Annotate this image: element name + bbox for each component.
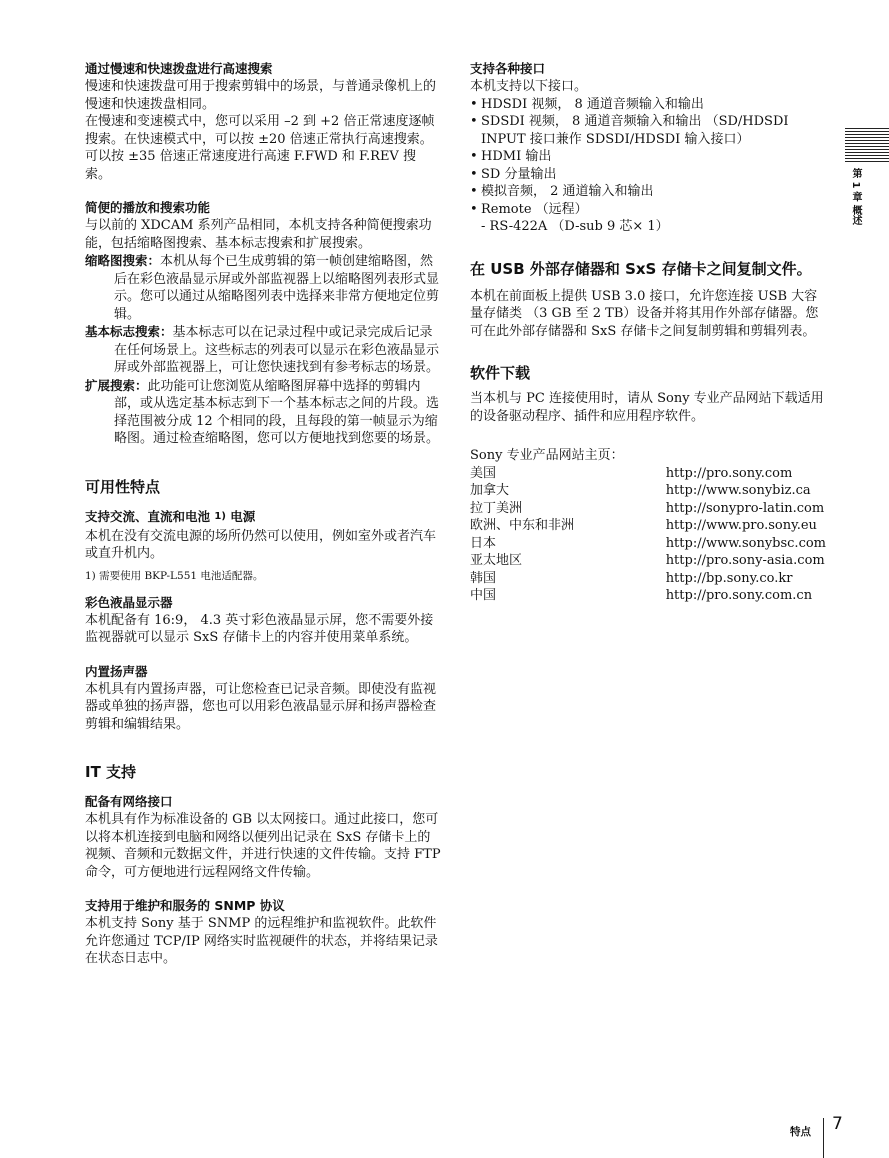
table-row	[470, 517, 826, 535]
region-cell: 中国	[470, 588, 497, 603]
bullet: •	[470, 166, 478, 182]
bullet: •	[470, 149, 478, 164]
mark-search-text: 基本标志可以在记录过程中或记录完成后记录在任何场景上。这些标志的列表可以显示在彩色液晶显示屏或外部监视器上，可让您快速找到有参考标志的场景。	[114, 325, 440, 375]
power-heading-text: 支持交流、直流和电池	[85, 508, 215, 524]
url-link[interactable]: http://sonypro-latin.com	[665, 500, 825, 516]
list-item-text: HDMI 输出	[481, 149, 552, 164]
usb-copy-text: 本机在前面板上提供 USB 3.0 接口，允许您连接 USB 大容量存储类 （3 GB 至 2 TB）设备并将其用作外部存储器。您可在此外部存储器和 SxS 存储卡之间复制剪辑和剪辑列表。	[470, 288, 819, 339]
mark-search-label: 基本标志搜索：	[85, 324, 173, 339]
power-heading	[85, 508, 441, 528]
list-item	[470, 96, 826, 114]
list-item	[470, 166, 826, 184]
slow-search-p2: 在慢速和变速模式中，您可以采用 –2 到 +2 倍正常速度逐帧搜索。在快速模式中，可以按 ±20 倍速正常执行高速搜索。可以按 ±35 倍速正常速度进行高速 F.FWD 和 F.REV 搜索。	[85, 114, 435, 182]
speaker-heading: 内置扬声器	[85, 663, 148, 679]
footer-section-label: 特点	[790, 1126, 811, 1138]
region-cell: 欧洲、中东和非洲	[470, 518, 575, 533]
url-link[interactable]: http://bp.sony.co.kr	[665, 570, 793, 586]
download-heading: 软件下载	[470, 364, 531, 382]
table-row	[470, 500, 826, 518]
region-cell: 亚太地区	[470, 553, 523, 568]
chapter-tab-lines	[845, 128, 889, 162]
mark-search-term	[85, 323, 441, 377]
power-footnote: 1) 需要使用 BKP-L551 电池适配器。	[85, 569, 264, 582]
table-row	[470, 552, 826, 570]
list-item	[470, 148, 826, 166]
network-text: 本机具有作为标准设备的 GB 以太网接口。通过此接口，您可以将本机连接到电脑和网络以便列出记录在 SxS 存储卡上的视频、音频和元数据文件，并进行快速的文件传输。支持 FTP 命令，可方便地进行远程网络文件传输。	[85, 812, 441, 880]
bullet: •	[470, 96, 478, 112]
power-text: 本机在没有交流电源的场所仍然可以使用，例如室外或者汽车或直升机内。	[85, 528, 437, 561]
sites-table	[470, 465, 826, 605]
thumbnail-search-label: 缩略图搜索：	[85, 253, 161, 268]
it-heading: IT 支持	[85, 763, 137, 781]
extended-search-term	[85, 377, 441, 448]
snmp-heading: 支持用于维护和服务的 SNMP 协议	[85, 898, 285, 913]
page-number: 7	[832, 1114, 843, 1134]
url-link[interactable]: http://pro.sony.com	[665, 465, 793, 481]
left-column	[85, 60, 441, 968]
extended-search-text: 此功能可让您浏览从缩略图屏幕中选择的剪辑内部，或从选定基本标志到下一个基本标志之间的片段。选择范围被分成 12 个相同的段，且每段的第一帧显示为缩略图。通过检查缩略图，您可以方便地找到您要的场景。	[114, 378, 440, 446]
sub-list-item: - RS-422A （D-sub 9 芯× 1）	[481, 219, 669, 234]
region-cell: 日本	[470, 535, 497, 551]
list-item-text: SDSDI 视频， 8 通道音频输入和输出 （SD/HDSDI INPUT 接口兼作 SDSDI/HDSDI 输入接口）	[481, 114, 789, 147]
region-cell: 美国	[470, 465, 497, 481]
list-item	[470, 113, 826, 148]
snmp-text: 本机支持 Sony 基于 SNMP 的远程维护和监视软件。此软件允许您通过 TCP/IP 网络实时监视硬件的状态，并将结果记录在状态日志中。	[85, 916, 438, 966]
table-row	[470, 535, 826, 553]
region-cell: 拉丁美洲	[470, 500, 523, 516]
url-link[interactable]: http://pro.sony-asia.com	[665, 553, 825, 568]
bullet: •	[470, 201, 478, 217]
usability-heading: 可用性特点	[85, 477, 161, 496]
right-column	[470, 60, 826, 605]
download-text: 当本机与 PC 连接使用时，请从 Sony 专业产品网站下载适用的设备驱动程序、插件和应用程序软件。	[470, 391, 824, 424]
table-row	[470, 465, 826, 483]
slow-search-p1: 慢速和快速拨盘可用于搜索剪辑中的场景，与普通录像机上的慢速和快速拨盘相同。	[85, 79, 437, 112]
url-link[interactable]: http://www.sonybiz.ca	[665, 483, 811, 498]
region-cell: 韩国	[470, 570, 497, 586]
playback-search-intro: 与以前的 XDCAM 系列产品相同，本机支持各种简便搜索功能，包括缩略图搜索、基本标志搜索和扩展搜索。	[85, 218, 432, 251]
list-item-text: HDSDI 视频， 8 通道音频输入和输出	[481, 96, 704, 112]
usb-copy-heading: 在 USB 外部存储器和 SxS 存储卡之间复制文件。	[470, 259, 812, 278]
lcd-text: 本机配备有 16:9， 4.3 英寸彩色液晶显示屏，您不需要外接监视器就可以显示 SxS 存储卡上的内容并使用菜单系统。	[85, 612, 434, 645]
table-row	[470, 570, 826, 588]
table-row	[470, 587, 826, 605]
region-cell: 加拿大	[470, 483, 510, 498]
bullet: •	[470, 184, 478, 199]
speaker-text: 本机具有内置扬声器，可让您检查已记录音频。即使没有监视器或单独的扬声器，您也可以用彩色液晶显示屏和扬声器检查剪辑和编辑结果。	[85, 681, 437, 732]
url-link[interactable]: http://www.sonybsc.com	[665, 535, 826, 551]
power-heading-suffix: 电源	[225, 508, 256, 524]
network-heading: 配备有网络接口	[85, 794, 173, 809]
thumbnail-search-text: 本机从每个已生成剪辑的第一帧创建缩略图，然后在彩色液晶显示屏或外部监视器上以缩略图列表形式显示。您可以通过从缩略图列表中选择来非常方便地定位剪辑。	[114, 254, 440, 322]
bullet: •	[470, 114, 478, 129]
interfaces-list	[470, 96, 826, 219]
power-footnote-ref: 1)	[214, 510, 226, 522]
footer-divider	[823, 1118, 824, 1158]
list-item	[470, 201, 826, 219]
list-item-text: Remote （远程）	[481, 201, 588, 217]
playback-search-heading: 简便的播放和搜索功能	[85, 200, 211, 215]
interfaces-intro: 本机支持以下接口。	[470, 79, 588, 94]
extended-search-label: 扩展搜索：	[85, 377, 148, 393]
list-item-text: SD 分量输出	[481, 166, 557, 182]
list-item-text: 模拟音频， 2 通道输入和输出	[481, 184, 654, 199]
slow-search-heading: 通过慢速和快速拨盘进行高速搜索	[85, 61, 273, 76]
thumbnail-search-term	[85, 252, 441, 323]
interfaces-heading: 支持各种接口	[470, 61, 546, 76]
lcd-heading: 彩色液晶显示器	[85, 594, 173, 610]
url-link[interactable]: http://pro.sony.com.cn	[665, 588, 813, 603]
sites-title: Sony 专业产品网站主页：	[470, 448, 624, 463]
list-item	[470, 183, 826, 201]
table-row	[470, 482, 826, 500]
chapter-tab-label: 第 1 章 概述	[850, 168, 861, 226]
url-link[interactable]: http://www.pro.sony.eu	[665, 518, 817, 533]
